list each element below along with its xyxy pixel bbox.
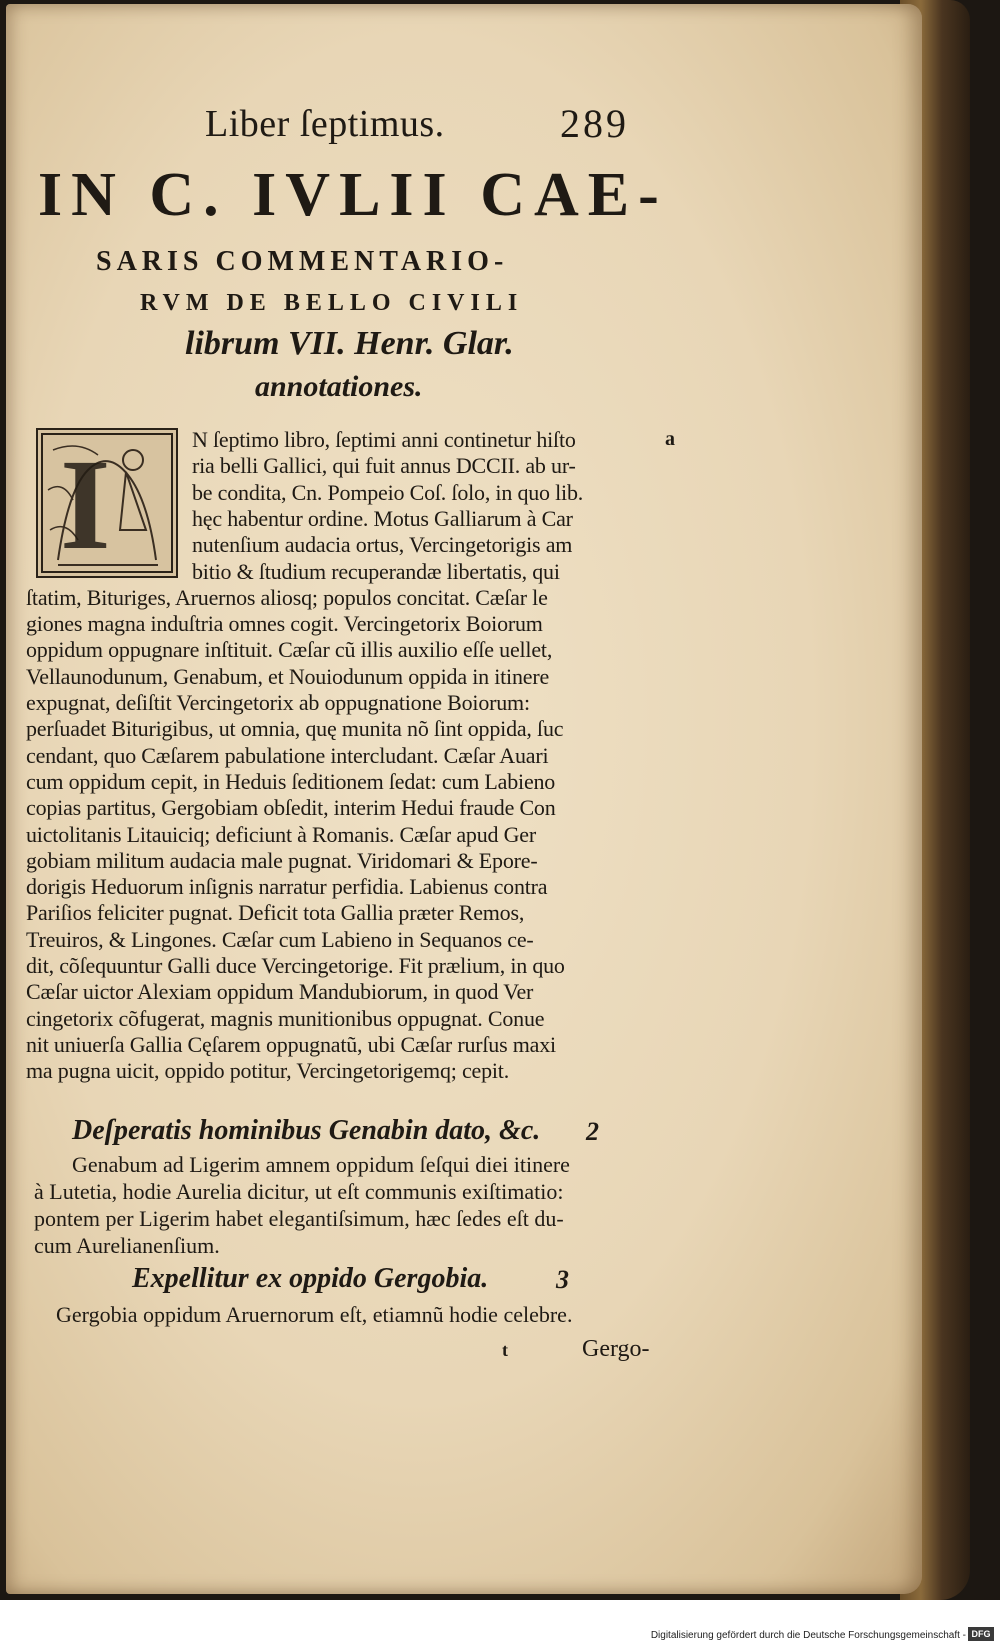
dfg-logo-icon: DFG — [968, 1627, 994, 1641]
title-line-4: librum VII. Henr. Glar. — [185, 325, 514, 362]
body-line: nit uniuerſa Gallia Cęſarem oppugnatũ, ubi Cæſar rurſus maxi — [26, 1031, 556, 1057]
body-line: uictolitanis Litauiciq; deficiunt à Romanis. Cæſar apud Ger — [26, 821, 536, 847]
note-line: Genabum ad Ligerim amnem oppidum ſeſqui diei itinere — [72, 1152, 570, 1177]
body-line: perſuadet Biturigibus, ut omnia, quę munita nõ ſint oppida, ſuc — [26, 716, 564, 742]
note-number: 3 — [556, 1265, 569, 1294]
title-line-5: annotationes. — [255, 370, 423, 403]
body-line: giones magna induſtria omnes cogit. Vercingetorix Boiorum — [26, 611, 543, 637]
note-line: pontem per Ligerim habet elegantiſsimum, hæc ſedes eſt du- — [34, 1206, 564, 1231]
signature-mark: t — [502, 1340, 508, 1360]
body-line: nutenſium audacia ortus, Vercingetorigis am — [192, 532, 573, 558]
body-line: N ſeptimo libro, ſeptimi anni continetur hiſto — [192, 427, 576, 452]
footer-credit: Digitalisierung gefördert durch die Deutsche Forschungsgemeinschaft - — [650, 1630, 966, 1641]
body-line: cingetorix cõfugerat, magnis munitionibus oppugnat. Conue — [26, 1005, 545, 1031]
body-line: ſtatim, Bituriges, Aruernos aliosq; populos concitat. Cæſar le — [26, 584, 548, 610]
catchword: Gergo- — [582, 1336, 650, 1362]
body-line: dit, cõſequuntur Galli duce Vercingetorige. Fit prælium, in quo — [26, 953, 565, 978]
body-line: oppidum oppugnare inſtituit. Cæſar cũ illis auxilio eſſe uellet, — [26, 637, 553, 663]
body-line: bitio & ſtudium recuperandæ libertatis, qui — [192, 558, 560, 584]
body-line: hęc habentur ordine. Motus Galliarum à Car — [192, 505, 573, 531]
note-heading: Expellitur ex oppido Gergobia. — [132, 1263, 489, 1294]
body-line: cendant, quo Cæſarem pabulatione intercludant. Cæſar Auari — [26, 742, 549, 768]
decorated-initial — [36, 428, 178, 578]
body-line: Treuiros, & Lingones. Cæſar cum Labieno in Sequanos ce- — [26, 926, 534, 952]
body-line: cum oppidum cepit, in Heduis ſeditionem ſedat: cum Labieno — [26, 768, 556, 794]
title-line-1: IN C. IVLII CAE- — [38, 161, 668, 229]
page-number: 289 — [560, 101, 629, 146]
body-line: ria belli Gallici, qui fuit annus DCCII. ab ur- — [192, 453, 576, 479]
note-line: Gergobia oppidum Aruernorum eſt, etiamnũ hodie celebre. — [56, 1302, 573, 1327]
body-line: Vellaunodunum, Genabum, et Nouiodunum oppida in itinere — [26, 663, 550, 689]
body-line: be condita, Cn. Pompeio Coſ. ſolo, in quo lib. — [192, 479, 584, 505]
note-heading: Deſperatis hominibus Genabin dato, &c. — [72, 1115, 541, 1146]
note-number: 2 — [586, 1117, 599, 1146]
body-line: gobiam militum audacia male pugnat. Viridomari & Epore- — [26, 847, 538, 873]
note-line: à Lutetia, hodie Aurelia dicitur, ut eſt communis exiſtimatio: — [34, 1179, 564, 1204]
note-line: cum Aurelianenſium. — [34, 1233, 220, 1258]
margin-mark: a — [665, 428, 675, 450]
body-line: ma pugna uicit, oppido potitur, Vercingetorigemq; cepit. — [26, 1058, 510, 1084]
title-line-3: RVM DE BELLO CIVILI — [140, 290, 524, 316]
body-line: Cæſar uictor Alexiam oppidum Mandubiorum, in quod Ver — [26, 979, 534, 1005]
body-line: dorigis Heduorum inſignis narratur perfidia. Labienus contra — [26, 874, 548, 900]
body-line: expugnat, deſiſtit Vercingetorix ab oppugnatione Boiorum: — [26, 690, 530, 715]
initial-letter: I — [60, 433, 111, 577]
body-line: copias partitus, Gergobiam obſedit, interim Hedui fraude Con — [26, 795, 556, 821]
title-line-2: SARIS COMMENTARIO- — [96, 246, 509, 277]
body-line: Pariſios feliciter pugnat. Deficit tota Gallia præter Remos, — [26, 900, 525, 926]
running-title: Liber ſeptimus. — [205, 103, 445, 145]
